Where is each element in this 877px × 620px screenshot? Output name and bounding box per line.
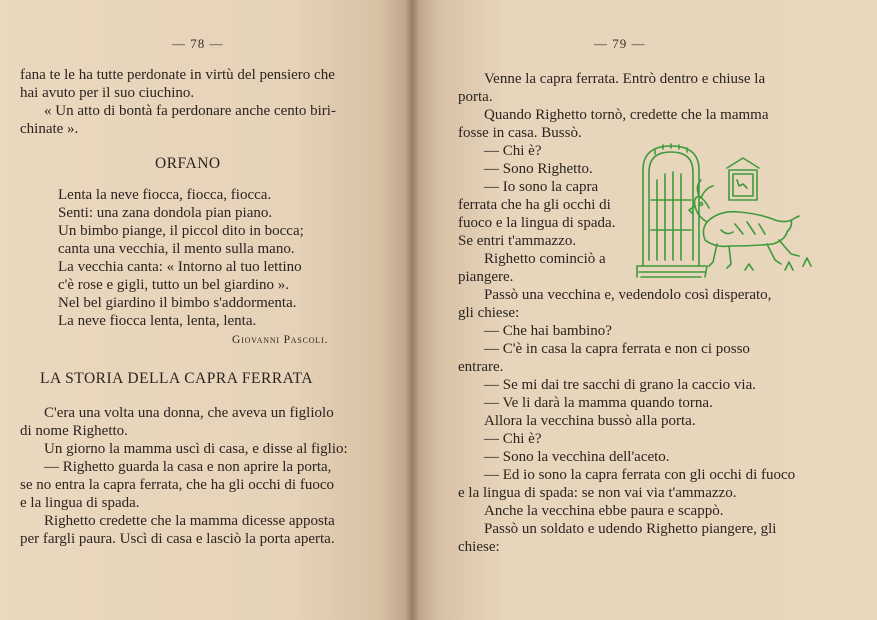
poem-line: Un bimbo piange, il piccol dito in bocca;	[58, 223, 304, 239]
text-line: hai avuto per il suo ciuchino.	[20, 85, 195, 101]
text-line: — Ed io sono la capra ferrata con gli occhi di fuoco	[484, 467, 796, 483]
story-line: — Righetto guarda la casa e non aprire la porta,	[44, 459, 332, 475]
story-line: Righetto credette che la mamma dicesse apposta	[44, 513, 335, 529]
story-line: Un giorno la mamma uscì di casa, e disse al figlio:	[44, 441, 348, 457]
poem-line: Senti: una zana dondola pian piano.	[58, 205, 273, 221]
text-line: — Chi è?	[484, 143, 542, 159]
text-line: Anche la vecchina ebbe paura e scappò.	[484, 503, 724, 519]
poem-author: Giovanni Pascoli.	[232, 334, 329, 346]
right-page	[412, 0, 877, 620]
story-line: C'era una volta una donna, che aveva un figliolo	[44, 405, 334, 421]
text-line: fosse in casa. Bussò.	[458, 125, 582, 141]
text-line: — Sono la vecchina dell'aceto.	[484, 449, 670, 465]
text-line: e la lingua di spada: se non vai via t'ammazzo.	[458, 485, 737, 501]
poem-line: Lenta la neve fiocca, fiocca, fiocca.	[58, 187, 272, 203]
text-line: — Sono Righetto.	[484, 161, 593, 177]
text-line: — Se mi dai tre sacchi di grano la caccio via.	[484, 377, 756, 393]
text-line: — Io sono la capra	[484, 179, 599, 195]
text-line: entrare.	[458, 359, 504, 375]
poem-line: La neve fiocca lenta, lenta, lenta.	[58, 313, 257, 329]
left-page	[0, 0, 412, 620]
text-line: Passò una vecchina e, vedendolo così disperato,	[484, 287, 772, 303]
text-line: fuoco e la lingua di spada.	[458, 215, 616, 231]
story-line: e la lingua di spada.	[20, 495, 140, 511]
goat-at-door-illustration	[635, 140, 815, 278]
book-gutter	[405, 0, 419, 620]
text-line: « Un atto di bontà fa perdonare anche cento biri-	[44, 103, 336, 119]
poem-line: c'è rose e gigli, tutto un bel giardino ».	[58, 277, 289, 293]
text-line: fana te le ha tutte perdonate in virtù del pensiero che	[20, 67, 335, 83]
story-title: LA STORIA DELLA CAPRA FERRATA	[40, 370, 314, 387]
text-line: chinate ».	[20, 121, 79, 137]
page-number-78: — 78 —	[172, 36, 224, 51]
text-line: Righetto cominciò a	[484, 251, 606, 267]
poem-line: Nel bel giardino il bimbo s'addormenta.	[58, 295, 297, 311]
text-line: gli chiese:	[458, 305, 520, 321]
text-line: — Che hai bambino?	[484, 323, 612, 339]
text-line: Se entri t'ammazzo.	[458, 233, 577, 249]
text-line: — Chi è?	[484, 431, 542, 447]
text-line: Allora la vecchina bussò alla porta.	[484, 413, 696, 429]
poem-line: La vecchia canta: « Intorno al tuo lettino	[58, 259, 302, 275]
text-line: chiese:	[458, 539, 500, 555]
text-line: — C'è in casa la capra ferrata e non ci posso	[484, 341, 750, 357]
text-line: Quando Righetto tornò, credette che la mamma	[484, 107, 769, 123]
text-line: Venne la capra ferrata. Entrò dentro e chiuse la	[484, 71, 766, 87]
story-line: per fargli paura. Uscì di casa e lasciò la porta aperta.	[20, 531, 335, 547]
text-line: piangere.	[458, 269, 514, 285]
poem-line: canta una vecchia, il mento sulla mano.	[58, 241, 295, 257]
page-number-79: — 79 —	[594, 36, 646, 51]
story-line: se no entra la capra ferrata, che ha gli occhi di fuoco	[20, 477, 335, 493]
text-line: — Ve li darà la mamma quando torna.	[484, 395, 713, 411]
poem-title: ORFANO	[155, 155, 221, 172]
story-line: di nome Righetto.	[20, 423, 128, 439]
text-line: porta.	[458, 89, 493, 105]
text-line: ferrata che ha gli occhi di	[458, 197, 611, 213]
text-line: Passò un soldato e udendo Righetto piangere, gli	[484, 521, 777, 537]
